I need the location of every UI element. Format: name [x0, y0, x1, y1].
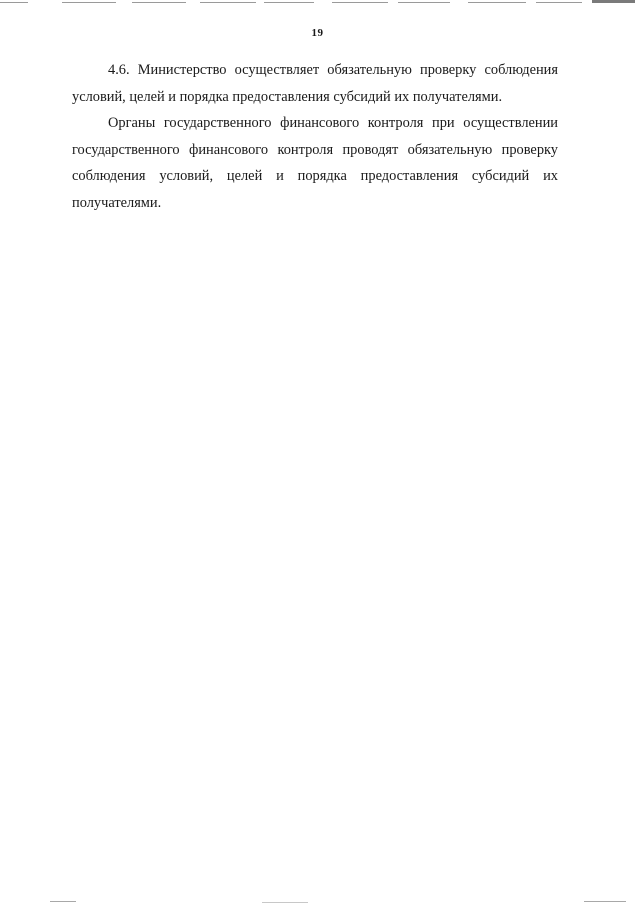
- paragraph-financial-control: Органы государственного финансового контроля при осуществлении государственного финансового контроля проводят обязательную проверку соблюдения условий, целей и порядка предоставления субсидий их получателями.: [72, 115, 558, 211]
- document-body: [72, 57, 558, 216]
- scan-bottom-edge: [0, 875, 635, 905]
- page-number: 19: [311, 27, 324, 39]
- scan-top-edge: [0, 0, 635, 8]
- paragraph-4-6: 4.6. Министерство осуществляет обязательную проверку соблюдения условий, целей и порядка предоставления субсидий их получателями.: [72, 62, 558, 105]
